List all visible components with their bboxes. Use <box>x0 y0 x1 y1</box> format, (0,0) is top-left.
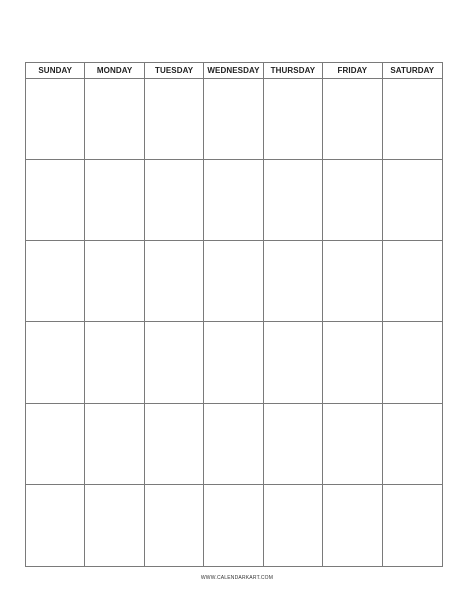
day-cell <box>26 160 85 241</box>
day-cell <box>264 485 323 566</box>
day-cell <box>323 322 382 403</box>
day-header-friday: FRIDAY <box>323 63 382 79</box>
day-cell <box>323 404 382 485</box>
day-cell <box>85 485 144 566</box>
day-header-saturday: SATURDAY <box>383 63 442 79</box>
day-cell <box>264 404 323 485</box>
day-cell <box>383 485 442 566</box>
day-cell <box>204 79 263 160</box>
day-header-monday: MONDAY <box>85 63 144 79</box>
day-header-wednesday: WEDNESDAY <box>204 63 263 79</box>
day-cell <box>204 404 263 485</box>
day-cell <box>264 79 323 160</box>
day-cell <box>85 241 144 322</box>
day-cell <box>383 404 442 485</box>
day-cell <box>26 241 85 322</box>
day-cell <box>204 485 263 566</box>
day-cell <box>145 79 204 160</box>
day-cell <box>204 322 263 403</box>
day-cell <box>85 404 144 485</box>
day-cell <box>323 485 382 566</box>
day-cell <box>204 160 263 241</box>
day-header-thursday: THURSDAY <box>264 63 323 79</box>
day-cell <box>145 160 204 241</box>
day-cell <box>26 322 85 403</box>
footer-website: WWW.CALENDARKART.COM <box>200 575 274 581</box>
day-cell <box>323 79 382 160</box>
day-cell <box>85 79 144 160</box>
day-cell <box>323 160 382 241</box>
day-header-tuesday: TUESDAY <box>145 63 204 79</box>
day-cell <box>383 322 442 403</box>
day-cell <box>85 160 144 241</box>
day-cell <box>264 160 323 241</box>
calendar-grid <box>25 62 443 567</box>
day-cell <box>145 241 204 322</box>
day-cell <box>204 241 263 322</box>
day-cell <box>26 404 85 485</box>
day-cell <box>264 241 323 322</box>
day-cell <box>145 404 204 485</box>
day-cell <box>26 485 85 566</box>
day-cell <box>26 79 85 160</box>
day-header-sunday: SUNDAY <box>26 63 85 79</box>
day-cell <box>383 79 442 160</box>
day-cell <box>383 241 442 322</box>
day-cell <box>264 322 323 403</box>
day-cell <box>85 322 144 403</box>
day-cell <box>145 322 204 403</box>
day-cell <box>383 160 442 241</box>
day-cell <box>323 241 382 322</box>
day-cell <box>145 485 204 566</box>
